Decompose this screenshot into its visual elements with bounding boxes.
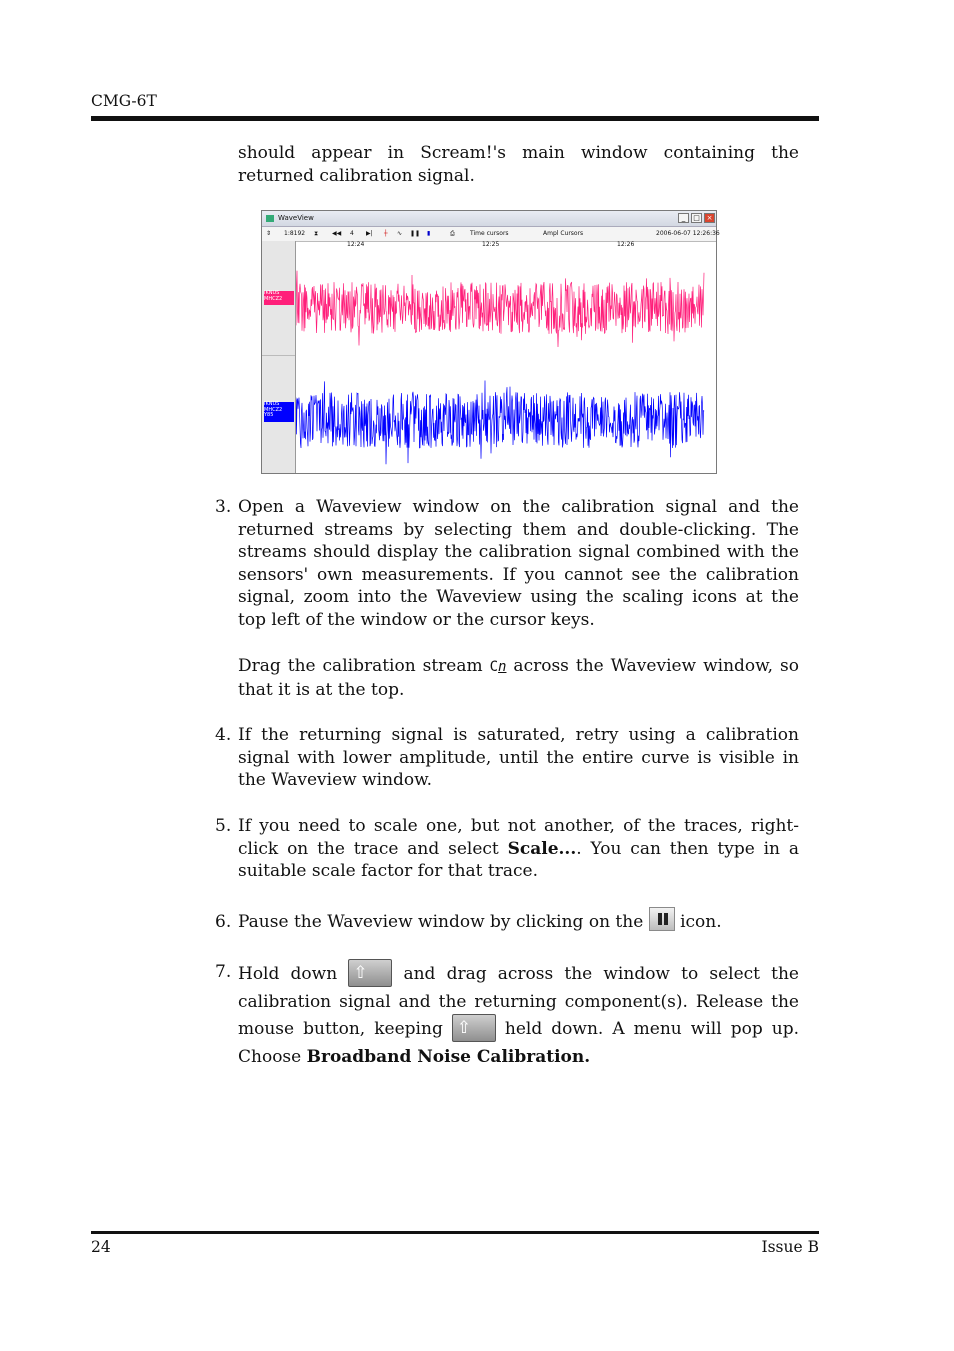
drag-pre: Drag the calibration stream bbox=[238, 656, 490, 676]
channel-label-1[interactable] bbox=[264, 291, 294, 305]
channel-label-2[interactable] bbox=[264, 402, 294, 422]
trace-calibration[interactable] bbox=[296, 271, 704, 347]
channel-label-column bbox=[262, 241, 296, 473]
step-5-post: . You can then type in a suitable scale factor for that trace. bbox=[238, 838, 799, 882]
step-number: 7. bbox=[215, 962, 232, 982]
waveview-window bbox=[261, 210, 720, 474]
shift-key-icon: ⇧ bbox=[348, 959, 392, 987]
time-axis bbox=[295, 241, 710, 252]
channel-label-line: Y85 bbox=[264, 412, 274, 418]
step-6-text bbox=[238, 911, 799, 934]
time-tick: 12:24 bbox=[347, 241, 365, 248]
step-7-post: held down. A menu will pop up. Choose bbox=[238, 1019, 799, 1067]
waveview-toolbar bbox=[262, 227, 720, 242]
footer-rule bbox=[91, 1231, 819, 1234]
ampl-cursors-dropdown[interactable]: Ampl Cursors bbox=[543, 230, 584, 237]
zoom-time-icon[interactable]: ⧗ bbox=[314, 230, 319, 237]
waveview-title: WaveView bbox=[278, 214, 314, 222]
page-number: 24 bbox=[91, 1238, 111, 1256]
channel-icon[interactable]: ▮ bbox=[427, 230, 431, 237]
step-number: 4. bbox=[215, 725, 232, 745]
maximize-button[interactable]: □ bbox=[691, 213, 702, 223]
step-5-pre: If you need to scale one, but not another, of the traces, right-click on the trace and select bbox=[238, 816, 799, 859]
step-6-pre: Pause the Waveview window by clicking on the bbox=[238, 912, 649, 932]
time-tick: 12:26 bbox=[617, 241, 635, 248]
stream-name bbox=[490, 659, 507, 675]
time-tick: 12:25 bbox=[482, 241, 500, 248]
running-header: CMG-6T bbox=[91, 92, 157, 110]
step-7-text bbox=[238, 961, 799, 1071]
step-4-text: If the returning signal is saturated, retry using a calibration signal with lower amplitude, until the entire curve is visible in the Waveview window. bbox=[238, 725, 799, 791]
close-button[interactable]: × bbox=[704, 213, 715, 223]
step-3-drag-text bbox=[238, 655, 799, 701]
filter-icon[interactable]: ┼ bbox=[384, 230, 388, 237]
step-number: 3. bbox=[215, 497, 232, 517]
channel-divider bbox=[262, 355, 295, 356]
waveview-app-icon bbox=[266, 215, 274, 222]
scale-menu-item: Scale... bbox=[507, 838, 577, 859]
forward-icon[interactable]: ▶| bbox=[366, 230, 373, 237]
time-cursors-dropdown[interactable]: Time cursors bbox=[470, 230, 509, 237]
step-7-mid: and drag across the window to select the calibration signal and the returning component(s). Release the mouse button, keeping bbox=[238, 964, 799, 1039]
intro-paragraph: should appear in Scream!'s main window containing the returned calibration signal. bbox=[238, 143, 799, 186]
trace-area[interactable] bbox=[296, 252, 708, 468]
stream-c: C bbox=[489, 659, 499, 675]
datetime-readout: 2006-06-07 12:26:36 bbox=[656, 230, 720, 237]
back-icon[interactable]: ◀◀ bbox=[332, 230, 342, 237]
channel-label-line: MHCZ2 bbox=[264, 406, 283, 413]
step-5-text bbox=[238, 815, 799, 883]
waveview-titlebar bbox=[262, 211, 716, 227]
pause-icon bbox=[649, 907, 675, 931]
step-6-post: icon. bbox=[674, 912, 722, 932]
drag-post: across the Waveview window, so that it is at the top. bbox=[238, 656, 799, 700]
pause-toolbar-icon[interactable]: ❚❚ bbox=[410, 230, 421, 237]
broadband-menu-item: Broadband Noise Calibration. bbox=[306, 1046, 591, 1067]
trace-returned[interactable] bbox=[296, 381, 704, 465]
step-7-pre: Hold down bbox=[238, 964, 349, 984]
channel-label-line: IKNUS bbox=[264, 290, 280, 296]
count-value: 4 bbox=[350, 230, 354, 237]
header-rule bbox=[91, 116, 819, 121]
step-number: 6. bbox=[215, 912, 232, 932]
step-number: 5. bbox=[215, 816, 232, 836]
channel-label-line: MHCZ2 bbox=[264, 295, 283, 302]
step-3-text: Open a Waveview window on the calibration signal and the returned streams by selecting them and double-clicking. The streams should display the calibration signal combined with the sensors' own measurements. If you cannot see the calibration signal, zoom into the Waveview using the scaling icons at the top left of the window or the cursor keys. bbox=[238, 497, 799, 630]
channel-label-line: IKNUS bbox=[264, 401, 280, 407]
stream-n: n bbox=[498, 659, 507, 675]
scale-value: 1:8192 bbox=[284, 230, 306, 237]
shift-key-icon: ⇧ bbox=[452, 1014, 496, 1042]
minimize-button[interactable]: _ bbox=[678, 213, 689, 223]
wave-icon[interactable]: ∿ bbox=[397, 230, 403, 237]
print-icon[interactable]: ⎙ bbox=[450, 230, 455, 237]
scale-updown-icon[interactable]: ⇕ bbox=[266, 230, 272, 237]
issue-label: Issue B bbox=[761, 1238, 819, 1256]
